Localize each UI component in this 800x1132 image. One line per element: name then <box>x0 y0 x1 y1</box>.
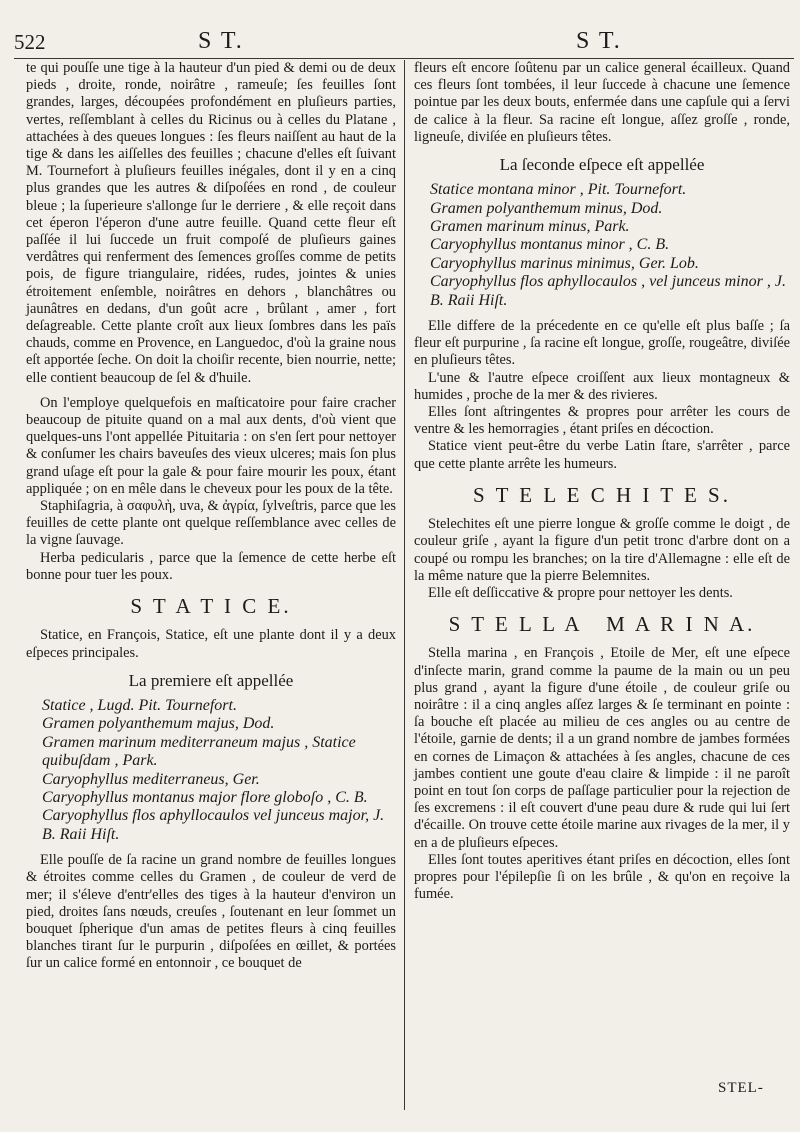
paragraph-second-species: Elle differe de la précedente en ce qu'elle eſt plus baſſe ; ſa fleur eſt purpurine , ſa racine eſt longue, groſſe, rougeâtre, diviſée en pluſieurs têtes. <box>414 318 790 369</box>
synonym-entry: Gramen marinum mediterraneum majus , Statice quibuſdam , Park. <box>42 733 356 770</box>
page-number: 522 <box>14 30 46 54</box>
synonym-entry: Statice , Lugd. Pit. Tournefort. <box>42 696 237 714</box>
paragraph-statice-continued: fleurs eſt encore ſoûtenu par un calice general écailleux. Quand ces fleurs ſont tombées, il leur ſuccede à chacune une ſemence pointue par les deux bouts, enfermée dans une capſule qui a ſervi de calice à la fleur. Sa racine eſt longue, aſſez groſſe , ronde, ligneuſe, diviſée en pluſieurs têtes. <box>414 60 790 145</box>
paragraph-stella-marina-use: Elles ſont toutes aperitives étant priſes en décoction, elles ſont propres pour l'épilepſie ſi on les brûle , & qu'on en reçoive la fumée. <box>414 851 790 903</box>
left-column <box>26 60 396 973</box>
paragraph-staphisagria-description: te qui pouſſe une tige à la hauteur d'un pied & demi ou de deux pieds , droite, ronde, noirâtre , rameuſe; ſes feuilles ſont grandes, larges, découpées profondément en pluſieurs parties, vertes, reſſemblant à celles du Ricinus ou à celles du Platane , attachées à des queues longues : ſes fleurs naiſſent au haut de la tige & dans les aiſſelles des feuilles ; chacune d'elles eſt ſuivant M. Tournefort à pluſieurs feuilles inégales, dont il y en a cinq plus grandes que les autres & diſpoſées en rond , de couleur bleue ; la ſuperieure s'allonge ſur le derriere , & elle reçoit dans cet éperon l'éperon d'une autre feuille. Quand cette fleur eſt paſſée il lui ſuccede un fruit compoſé de pluſieurs gaines verdâtres qui renferment des ſemences groſſes comme de petits pois, de figure triangulaire, ridées, rudes, jointes & unies étroitement enſemble, noirâtres en dehors , blanchâtres ou jaunâtres en dedans, d'un goût acre , brûlant , amer , fort deſagreable. Cette plante croît aux lieux ſombres dans les païs chauds, comme en Provence, en Languedoc, d'où la graine nous eſt apportée ſeche. On doit la choiſir recente, bien nourrie, nette; elle contient beaucoup de ſel & d'huile. <box>26 60 396 386</box>
synonym-list-first <box>26 697 396 844</box>
paragraph-herba-pedicularis: Herba pedicularis , parce que la ſemence de cette herbe eſt bonne pour tuer les poux. <box>26 549 396 583</box>
paragraph-stelechites: Stelechites eſt une pierre longue & groſſe comme le doigt , de couleur griſe , ayant la figure d'un petit tronc d'arbre dont on a coupé ou rompu les branches; on la tire d'Allemagne : elle eſt de la même nature que la pierre Belemnites. <box>414 516 790 584</box>
synonym-entry: Caryophyllus montanus minor , C. B. <box>430 236 670 254</box>
synonym-entry: Statice montana minor , Pit. Tournefort. <box>430 181 687 199</box>
paragraph-stella-marina: Stella marina , en François , Etoile de Mer, eſt une eſpece d'inſecte marin, grand comme la paume de la main ou un peu plus grand , ayant la figure d'une étoile , de couleur griſe ou noirâtre : il a cinq angles aſſez larges & ſe terminant en pointe : ſa bouche eſt placée au milieu de ces angles ou au centre de l'étoile, garnie de dents; il a un grand nombre de jambes formées en cornes de Limaçon & attachées à ſes angles, chacune de ces jambes contient une goute d'eau claire & limpide : il ne paroît point en tout ſon corps de paſſage particulier pour la rejection de ſes excremens : il eſt couvert d'une peau dure & rude qui lui ſert d'écaille. On trouve cette étoile marine aux rivages de la mer, il y en a de pluſieurs eſpeces. <box>414 645 790 851</box>
catchword: STEL- <box>718 1080 764 1096</box>
section-title-statice: S T A T I C E. <box>130 594 292 619</box>
paragraph-stelechites-use: Elle eſt deſſiccative & propre pour nettoyer les dents. <box>428 584 733 601</box>
running-head-right: S T. <box>576 28 622 54</box>
synonym-entry: Caryophyllus flos aphyllocaulos , vel junceus minor , J. B. Raii Hiſt. <box>430 273 786 309</box>
synonym-entry: Gramen marinum minus, Park. <box>430 218 630 236</box>
right-column <box>414 60 790 903</box>
paragraph-statice-description: Elle pouſſe de ſa racine un grand nombre de feuilles longues & étroites comme celles du Gramen , de couleur de verd de mer; il s'éleve d'entr'elles des tiges à la hauteur d'environ un pied, droites ſans nœuds, creuſes , ſoutenant en leur ſommet un bouquet ſpherique d'un amas de petites fleurs à cinq feuilles blanches tirant ſur le purpurin , diſpoſées en œillet, & portées ſur un calice formé en entonnoir , ce bouquet de <box>26 852 396 972</box>
paragraph-statice-intro: Statice, en François, Statice, eſt une plante dont il y a deux eſpeces principales. <box>26 627 396 661</box>
section-title-stella-marina: S T E L L A M A R I N A. <box>448 612 756 637</box>
section-title-stelechites: S T E L E C H I T E S. <box>473 482 731 507</box>
paragraph-uses: On l'employe quelquefois en maſticatoire pour faire cracher beaucoup de pituite quand on a mal aux dents, d'où vient que quelques-uns l'ont appellée Pituitaria : on s'en ſert pour nettoyer & conſumer les chairs baveuſes des vieux ulceres; mais ſon plus grand uſage eſt pour la gale & pour faire mourir les poux, étant appliquée ; on en mêle dans le cheveux pour les poux de la tête. <box>26 394 396 497</box>
paragraph-habitat: L'une & l'autre eſpece croiſſent aux lieux montagneux & humides , proche de la mer & des rivieres. <box>414 369 790 403</box>
synonym-entry: Gramen polyanthemum majus, Dod. <box>42 715 275 733</box>
synonym-entry: Gramen polyanthemum minus, Dod. <box>430 199 663 217</box>
paragraph-etymology: Staphiſagria, à σαφυλὴ, uva, & ἀγρία, ſylveſtris, parce que les feuilles de cette plante ont quelque reſſemblance avec celles de la vigne ſauvage. <box>26 498 396 549</box>
paragraph-properties: Elles ſont aſtringentes & propres pour arrêter les cours de ventre & les hemorragies , étant priſes en décoction. <box>414 404 790 438</box>
paragraph-statice-etymology: Statice vient peut-être du verbe Latin ſtare, s'arrêter , parce que cette plante arrête les humeurs. <box>414 438 790 472</box>
subheading-second-species: La ſeconde eſpece eſt appellée <box>499 155 705 175</box>
column-rule <box>404 60 405 1110</box>
synonym-list-second <box>414 181 790 310</box>
header-rule <box>14 58 794 59</box>
synonym-entry: Caryophyllus marinus minimus, Ger. Lob. <box>430 254 699 272</box>
subheading-first-species: La premiere eſt appellée <box>128 670 294 690</box>
running-head-left: S T. <box>198 28 244 54</box>
synonym-entry: Caryophyllus flos aphyllocaulos vel junceus major, J. B. Raii Hiſt. <box>42 807 385 843</box>
synonym-entry: Caryophyllus montanus major flore globoſo , C. B. <box>42 788 368 806</box>
synonym-entry: Caryophyllus mediterraneus, Ger. <box>42 770 260 788</box>
